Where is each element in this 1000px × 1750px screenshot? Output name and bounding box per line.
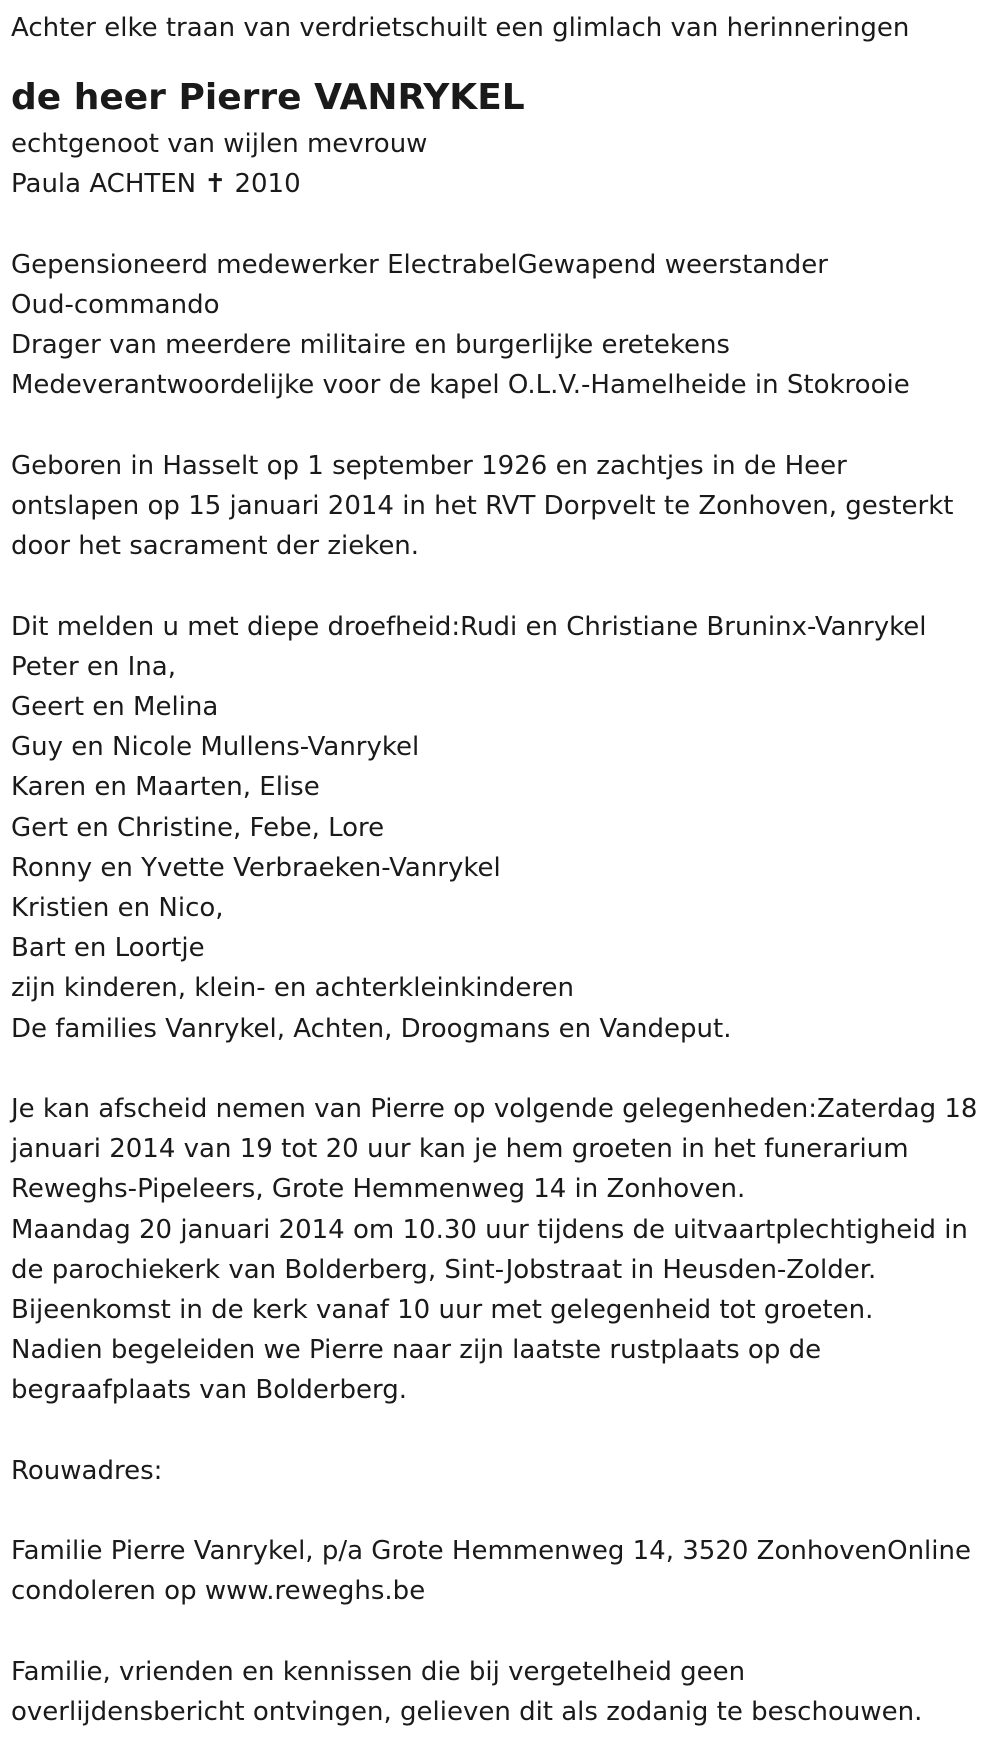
- spacer: [11, 566, 1000, 606]
- farewell-line: Maandag 20 januari 2014 om 10.30 uur tijdens de uitvaartplechtigheid in: [11, 1214, 968, 1245]
- family-line: Geert en Melina: [11, 692, 219, 722]
- family-line: De families Vanrykel, Achten, Droogmans en Vandeput.: [11, 1013, 732, 1044]
- farewell-section: [11, 1089, 1000, 1411]
- closing-line: overlijdensbericht ontvingen, gelieven dit als zodanig te beschouwen.: [11, 1697, 923, 1728]
- farewell-line: Je kan afscheid nemen van Pierre op volgende gelegenheden:Zaterdag 18: [11, 1094, 978, 1125]
- address-line: condoleren op www.reweghs.be: [11, 1576, 426, 1607]
- spacer: [11, 1411, 1000, 1451]
- titles-section: [11, 245, 1000, 406]
- spouse-death-year: 2010: [234, 169, 301, 200]
- closing-line: Familie, vrienden en kennissen die bij vergetelheid geen: [11, 1656, 746, 1687]
- farewell-line: Reweghs-Pipeleers, Grote Hemmenweg 14 in Zonhoven.: [11, 1174, 746, 1205]
- birth-death-line: ontslapen op 15 januari 2014 in het RVT Dorpvelt te Zonhoven, gesterkt: [11, 491, 954, 521]
- family-line: Peter en Ina,: [11, 651, 176, 682]
- spouse-name: Paula ACHTEN: [11, 169, 197, 200]
- spouse-name-line: [11, 164, 1000, 204]
- farewell-line: de parochiekerk van Bolderberg, Sint-Jobstraat in Heusden-Zolder.: [11, 1254, 877, 1285]
- farewell-line: januari 2014 van 19 tot 20 uur kan je hem groeten in het funerarium: [11, 1134, 909, 1165]
- deceased-name: de heer Pierre VANRYKEL: [11, 77, 525, 119]
- family-line: Kristien en Nico,: [11, 893, 224, 924]
- spouse-line: echtgenoot van wijlen mevrouw: [11, 129, 428, 160]
- spacer: [11, 205, 1000, 245]
- birth-death-line: Geboren in Hasselt op 1 september 1926 en zachtjes in de Heer: [11, 450, 847, 481]
- cross-icon: ✝: [204, 169, 227, 200]
- family-line: Gert en Christine, Febe, Lore: [11, 812, 385, 843]
- family-line: Bart en Loortje: [11, 933, 205, 964]
- title-line: Oud-commando: [11, 290, 220, 320]
- title-line: Drager van meerdere militaire en burgerlijke eretekens: [11, 330, 730, 361]
- family-line: Guy en Nicole Mullens-Vanrykel: [11, 732, 420, 763]
- address-line: Familie Pierre Vanrykel, p/a Grote Hemmenweg 14, 3520 ZonhovenOnline: [11, 1536, 971, 1567]
- spacer: [11, 1491, 1000, 1531]
- family-line: Dit melden u met diepe droefheid:Rudi en Christiane Bruninx-Vanrykel: [11, 611, 927, 642]
- spacer: [11, 1612, 1000, 1652]
- motto: Achter elke traan van verdrietschuilt een glimlach van herinneringen: [11, 13, 910, 43]
- farewell-line: Bijeenkomst in de kerk vanaf 10 uur met gelegenheid tot groeten.: [11, 1295, 874, 1326]
- spacer: [11, 1049, 1000, 1089]
- birth-death-section: [11, 446, 1000, 567]
- title-line: Medeverantwoordelijke voor de kapel O.L.V.-Hamelheide in Stokrooie: [11, 370, 910, 401]
- farewell-line: Nadien begeleiden we Pierre naar zijn laatste rustplaats op de: [11, 1335, 822, 1366]
- birth-death-line: door het sacrament der zieken.: [11, 531, 420, 562]
- family-line: Karen en Maarten, Elise: [11, 772, 320, 803]
- closing-section: [11, 1652, 1000, 1732]
- address-section: [11, 1531, 1000, 1611]
- title-line: Gepensioneerd medewerker ElectrabelGewapend weerstander: [11, 249, 828, 280]
- address-label: Rouwadres:: [11, 1455, 163, 1486]
- spacer: [11, 406, 1000, 446]
- family-line: Ronny en Yvette Verbraeken-Vanrykel: [11, 852, 501, 883]
- family-line: zijn kinderen, klein- en achterkleinkinderen: [11, 973, 574, 1004]
- family-section: [11, 607, 1000, 1049]
- farewell-line: begraafplaats van Bolderberg.: [11, 1375, 408, 1406]
